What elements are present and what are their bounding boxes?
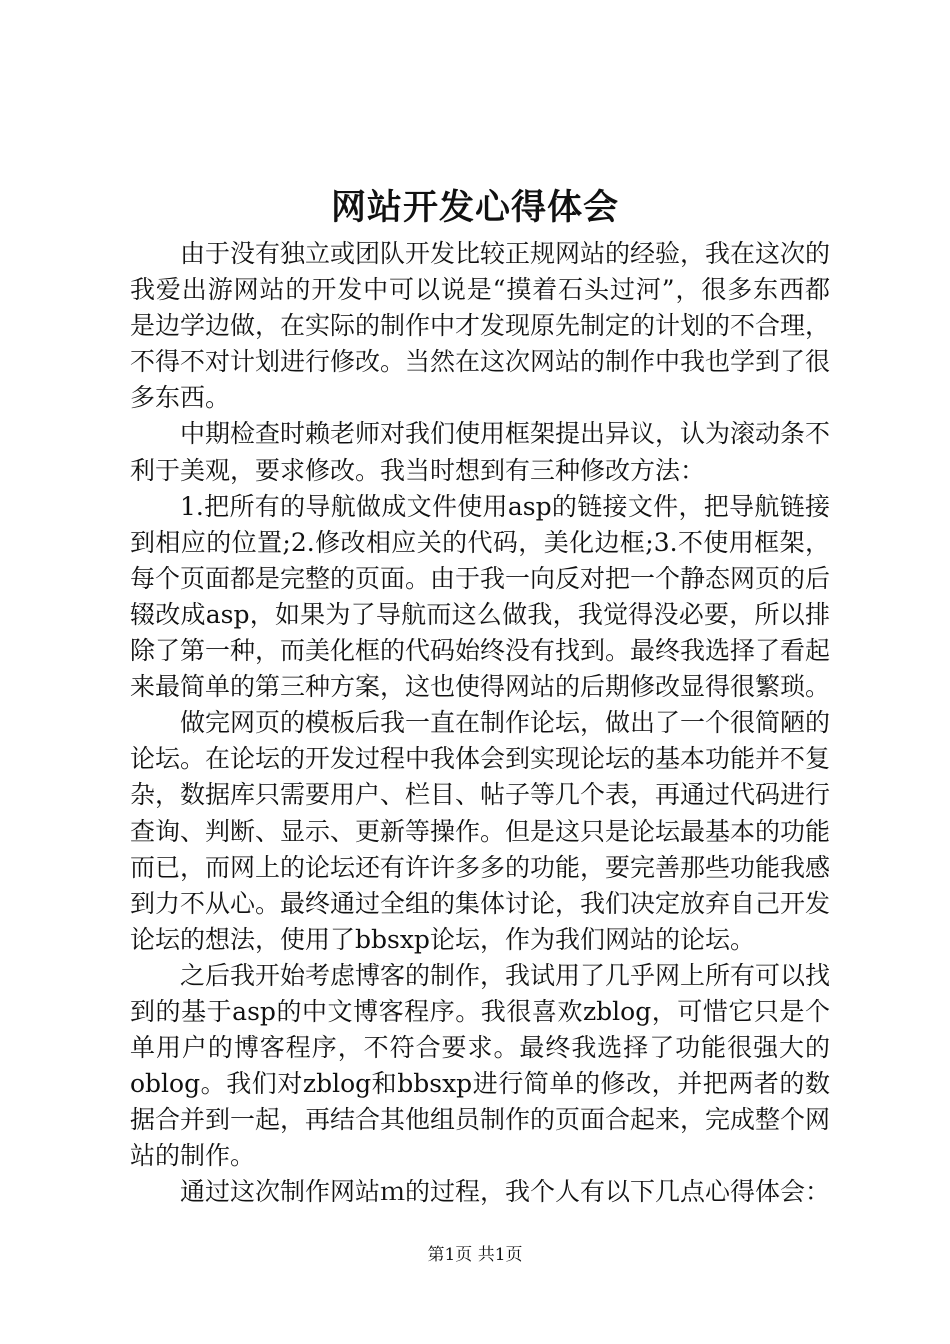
paragraph: 中期检查时赖老师对我们使用框架提出异议，认为滚动条不利于美观，要求修改。我当时想到有三种修改方法： (130, 419, 831, 485)
page-footer: 第1页 共1页 (427, 1245, 523, 1265)
paragraph: 通过这次制作网站ｍ的过程，我个人有以下几点心得体会： (180, 1177, 831, 1207)
paragraph: 1.把所有的导航做成文件使用asp的链接文件，把导航链接到相应的位置;2.修改相应关的代码，美化边框;3.不使用框架，每个页面都是完整的页面。由于我一向反对把一个静态网页的后辍改成asp，如果为了导航而这么做我，我觉得没必要，所以排除了第一种，而美化框的代码始终没有找到。最终我选择了看起来最简单的第三种方案，这也使得网站的后期修改显得很繁琐。 (130, 491, 831, 702)
document-title: 网站开发心得体会 (330, 187, 619, 228)
paragraph: 之后我开始考虑博客的制作，我试用了几乎网上所有可以找到的基于asp的中文博客程序。我很喜欢zblog，可惜它只是个单用户的博客程序，不符合要求。最终我选择了功能很强大的oblog。我们对zblog和bbsxp进行简单的修改，并把两者的数据合并到一起，再结合其他组员制作的页面合起来，完成整个网站的制作。 (130, 960, 831, 1171)
paragraph: 做完网页的模板后我一直在制作论坛，做出了一个很简陋的论坛。在论坛的开发过程中我体会到实现论坛的基本功能并不复杂，数据库只需要用户、栏目、帖子等几个表，再通过代码进行查询、判断、显示、更新等操作。但是这只是论坛最基本的功能而已，而网上的论坛还有许许多多的功能，要完善那些功能我感到力不从心。最终通过全组的集体讨论，我们决定放弃自己开发论坛的想法，使用了bbsxp论坛，作为我们网站的论坛。 (130, 708, 831, 954)
document-body (130, 236, 830, 1211)
paragraph: 由于没有独立或团队开发比较正规网站的经验，我在这次的我爱出游网站的开发中可以说是“摸着石头过河”，很多东西都是边学边做，在实际的制作中才发现原先制定的计划的不合理，不得不对计划进行修改。当然在这次网站的制作中我也学到了很多东西。 (130, 239, 831, 413)
